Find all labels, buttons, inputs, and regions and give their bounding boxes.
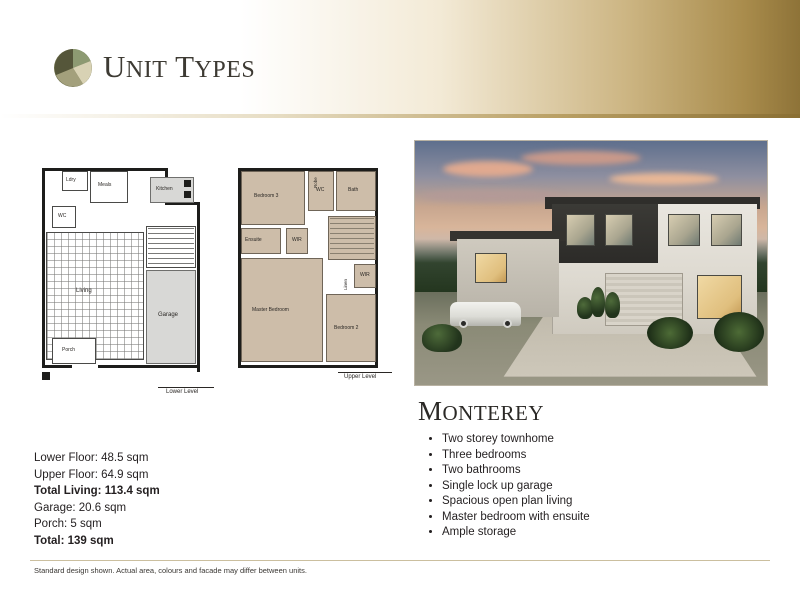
- shrub: [605, 292, 620, 318]
- stair-treads: [330, 218, 374, 258]
- room-label: Linen: [343, 278, 348, 290]
- shrub: [422, 324, 462, 352]
- list-item: • Three bedrooms: [442, 448, 750, 463]
- window: [668, 214, 700, 246]
- area-total: Total: 139 sqm: [34, 534, 114, 547]
- room-label: WIR: [360, 272, 370, 278]
- room-label: Bedroom 2: [334, 325, 359, 331]
- area-lower-floor: Lower Floor: 48.5 sqm: [34, 452, 149, 464]
- area-upper-floor: Upper Floor: 64.9 sqm: [34, 468, 149, 481]
- footer-divider: [30, 560, 770, 561]
- cloud: [422, 190, 562, 202]
- wall: [42, 168, 45, 368]
- facade-render-image: [414, 140, 768, 386]
- room-label: Meals: [98, 182, 112, 188]
- room-label: Bedroom 3: [254, 193, 279, 199]
- room-label: WIR: [292, 237, 302, 243]
- area-schedule: [34, 450, 264, 549]
- window: [605, 214, 633, 246]
- pie-logo-icon: [53, 48, 93, 88]
- area-total-living: Total Living: 113.4 sqm: [34, 485, 160, 497]
- list-item: • Master bedroom with ensuite: [442, 510, 750, 525]
- window: [566, 214, 594, 246]
- list-item: • Two bathrooms: [442, 463, 750, 478]
- shrub: [591, 287, 605, 317]
- feature-list: [420, 432, 750, 541]
- disclaimer-text: Standard design shown. Actual area, colours and facade may differ between units.: [34, 566, 307, 575]
- wall: [98, 365, 200, 368]
- list-item: • Single lock up garage: [442, 479, 750, 494]
- wall: [197, 202, 200, 372]
- cloud: [609, 173, 719, 185]
- wall: [42, 372, 50, 380]
- room-label: Kitchen: [156, 186, 173, 192]
- cloud: [521, 151, 641, 165]
- product-name: MONTEREY: [418, 396, 545, 426]
- level-label-lower: Lower Level: [166, 389, 199, 395]
- wall: [42, 365, 72, 368]
- lit-window-left: [475, 253, 507, 282]
- room-label: Master Bedroom: [252, 307, 289, 313]
- area-garage: Garage: 20.6 sqm: [34, 501, 127, 514]
- page-title: UNIT TYPES: [103, 49, 256, 84]
- floorplan-upper-level: [230, 160, 400, 400]
- level-label-upper: Upper Level: [344, 374, 377, 380]
- stair-treads: [148, 228, 194, 266]
- window: [711, 214, 743, 246]
- room-label: Garage: [158, 312, 179, 318]
- room-label: Robe: [313, 177, 318, 188]
- list-item: • Two storey townhome: [442, 432, 750, 447]
- room-label: WC: [58, 213, 67, 219]
- room-label: Porch: [62, 347, 76, 353]
- level-divider: [338, 372, 392, 373]
- appliance: [184, 191, 191, 198]
- room-label: WC: [316, 187, 325, 193]
- area-porch: Porch: 5 sqm: [34, 518, 102, 530]
- floorplan-lower-level: [38, 160, 208, 400]
- list-item: • Spacious open plan living: [442, 494, 750, 509]
- level-divider: [158, 387, 214, 388]
- appliance: [184, 180, 191, 187]
- header-divider: [0, 114, 800, 118]
- palm: [647, 317, 693, 349]
- cloud: [443, 161, 533, 177]
- room-label: Living: [76, 288, 92, 294]
- palm: [714, 312, 764, 352]
- list-item: • Ample storage: [442, 525, 750, 540]
- room-label: Bath: [348, 187, 359, 193]
- room-label: Ensuite: [245, 237, 262, 243]
- room-label: Ldry: [66, 177, 76, 183]
- wall: [238, 365, 378, 368]
